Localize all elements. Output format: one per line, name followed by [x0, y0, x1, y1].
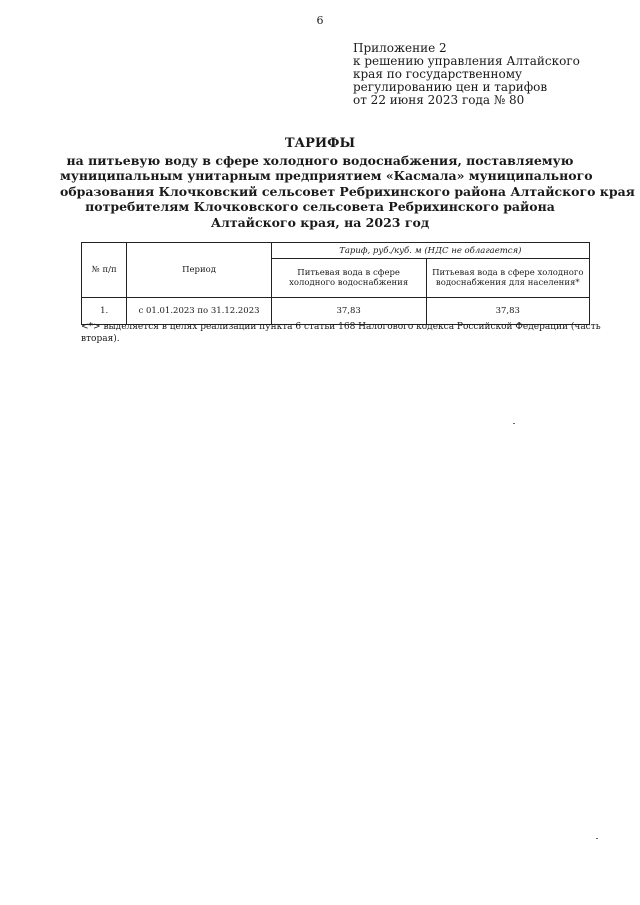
title-line: образования Клочковский сельсовет Ребрихинского района Алтайского края: [60, 183, 635, 199]
cell-value-1: 37,83: [271, 298, 426, 325]
appendix-line: от 22 июня 2023 года № 80: [353, 93, 525, 107]
title-line: муниципальным унитарным предприятием «Касмала» муниципального: [60, 168, 593, 183]
header-number: № п/п: [82, 243, 127, 298]
header-drinking-water: Питьевая вода в сфере холодного водоснабжения: [271, 259, 426, 298]
header-tariff-group: Тариф, руб./куб. м (НДС не облагается): [271, 243, 589, 259]
footnote: <*> выделяется в целях реализации пункта 6 статьи 168 Налогового кодекса Российской Федерации (часть вторая).: [81, 322, 601, 344]
document-title: [60, 136, 635, 230]
title-line: потребителям Клочковского сельсовета Ребрихинского района: [85, 199, 555, 214]
cell-value-2: 37,83: [426, 298, 589, 325]
tariff-table: [81, 242, 590, 325]
appendix-line: регулированию цен и тарифов: [353, 80, 548, 94]
appendix-note: [353, 42, 613, 107]
header-drinking-water-population: Питьевая вода в сфере холодного водоснабжения для населения*: [426, 259, 589, 298]
scan-speck: [513, 423, 515, 424]
scan-speck: [596, 838, 598, 839]
cell-number: 1.: [82, 298, 127, 325]
page-number: 6: [316, 14, 324, 27]
appendix-line: Приложение 2: [353, 41, 447, 55]
appendix-line: края по государственному: [353, 67, 523, 81]
title-line: Алтайского края, на 2023 год: [210, 214, 430, 230]
title-main: ТАРИФЫ: [284, 136, 356, 151]
title-line: на питьевую воду в сфере холодного водоснабжения, поставляемую: [66, 152, 574, 168]
cell-period: с 01.01.2023 по 31.12.2023: [127, 298, 271, 325]
header-period: Период: [127, 243, 271, 298]
appendix-line: к решению управления Алтайского: [353, 54, 580, 68]
